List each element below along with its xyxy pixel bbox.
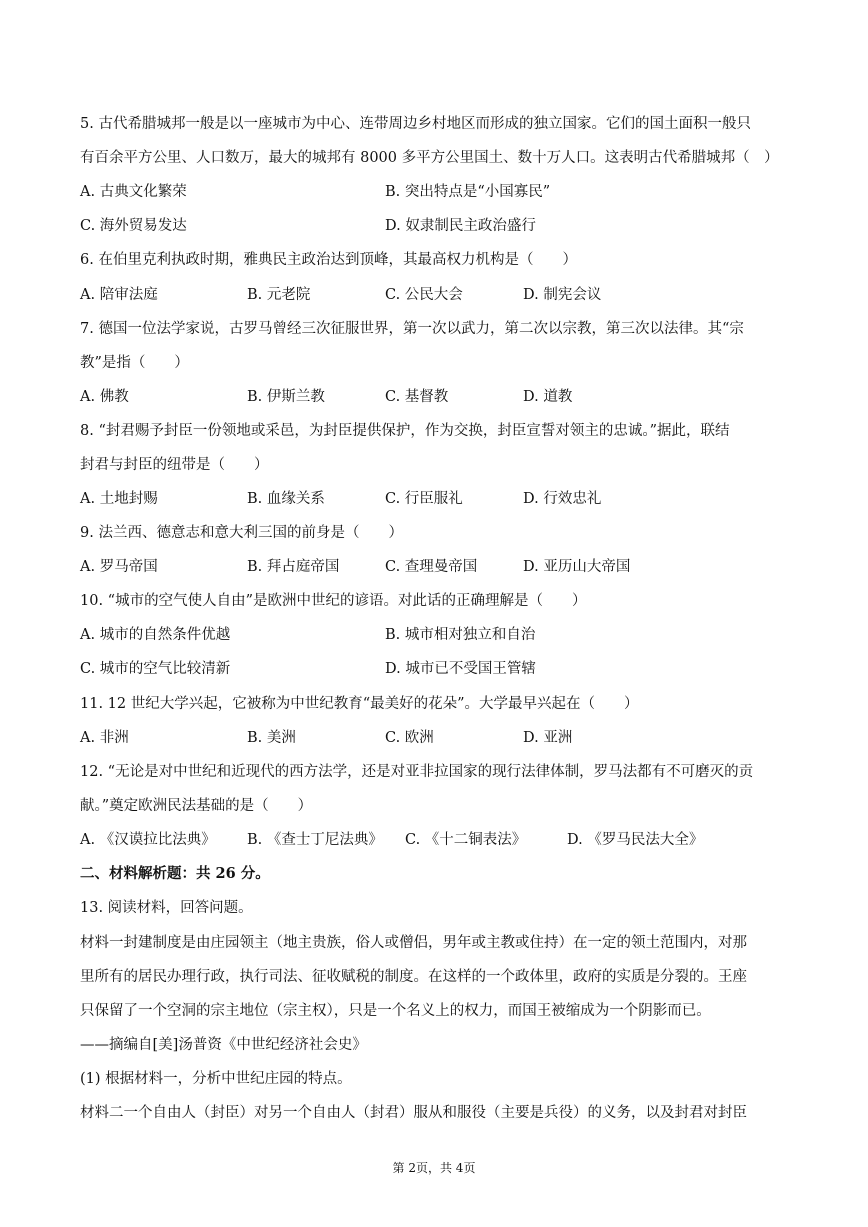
q13-material1-line1: 材料一封建制度是由庄园领主（地主贵族，俗人或僧侣，男年或主教或住持）在一定的领土范围内，对那: [80, 935, 747, 951]
q6-option-b: B. 元老院: [247, 287, 311, 303]
q8-option-b: B. 血缘关系: [247, 491, 325, 507]
q11-option-b: B. 美洲: [247, 730, 296, 746]
q8-option-c: C. 行臣服礼: [385, 491, 463, 507]
q13-material2-line1: 材料二一个自由人（封臣）对另一个自由人（封君）服从和服役（主要是兵役）的义务，以及封君对封臣: [80, 1105, 747, 1121]
page-footer: 第 2页，共 4页: [392, 1161, 476, 1175]
q9-stem: 9. 法兰西、德意志和意大利三国的前身是（ ）: [80, 525, 403, 541]
q9-option-d: D. 亚历山大帝国: [523, 559, 631, 575]
q11-stem: 11. 12 世纪大学兴起，它被称为中世纪教育“最美好的花朵”。大学最早兴起在（ ）: [80, 696, 639, 712]
q7-option-b: B. 伊斯兰教: [247, 389, 325, 405]
q5-option-c: C. 海外贸易发达: [80, 218, 187, 234]
q5-option-a: A. 古典文化繁荣: [80, 184, 187, 200]
q12-option-b: B. 《查士丁尼法典》: [247, 832, 383, 848]
q9-option-c: C. 查理曼帝国: [385, 559, 478, 575]
q8-option-d: D. 行效忠礼: [523, 491, 602, 507]
q5-stem-line2: 有百余平方公里、人口数万，最大的城邦有 8000 多平方公里国土、数十万人口。这表明古代希腊城邦（ ）: [80, 150, 779, 166]
q10-option-a: A. 城市的自然条件优越: [80, 627, 231, 643]
q12-stem-line1: 12. “无论是对中世纪和近现代的西方法学，还是对亚非拉国家的现行法律体制，罗马法都有不可磨灭的贡: [80, 764, 754, 780]
q7-stem-line1: 7. 德国一位法学家说，古罗马曾经三次征服世界，第一次以武力，第二次以宗教，第三次以法律。其“宗: [80, 321, 744, 337]
q10-option-c: C. 城市的空气比较清新: [80, 661, 231, 677]
q8-stem-line1: 8. “封君赐予封臣一份领地或采邑，为封臣提供保护，作为交换，封臣宣誓对领主的忠诚。”据此，联结: [80, 423, 730, 439]
q13-subquestion-1: (1) 根据材料一，分析中世纪庄园的特点。: [80, 1071, 352, 1087]
q11-option-c: C. 欧洲: [385, 730, 434, 746]
q9-option-b: B. 拜占庭帝国: [247, 559, 340, 575]
q11-option-a: A. 非洲: [80, 730, 129, 746]
q7-option-c: C. 基督教: [385, 389, 449, 405]
q5-stem-line1: 5. 古代希腊城邦一般是以一座城市为中心、连带周边乡村地区而形成的独立国家。它们的国土面积一般只: [80, 116, 751, 132]
q6-option-d: D. 制宪会议: [523, 287, 602, 303]
section-heading: 二、材料解析题：共 26 分。: [80, 865, 270, 882]
q5-option-d: D. 奴隶制民主政治盛行: [385, 218, 536, 234]
q13-material1-line3: 只保留了一个空洞的宗主地位（宗主权），只是一个名义上的权力，而国王被缩成为一个阴影而已。: [80, 1003, 711, 1019]
q9-option-a: A. 罗马帝国: [80, 559, 158, 575]
q5-option-b: B. 突出特点是“小国寡民”: [385, 184, 551, 200]
q6-stem: 6. 在伯里克利执政时期，雅典民主政治达到顶峰，其最高权力机构是（ ）: [80, 252, 577, 268]
q12-option-a: A. 《汉谟拉比法典》: [80, 832, 216, 848]
q11-option-d: D. 亚洲: [523, 730, 573, 746]
q8-stem-line2: 封君与封臣的纽带是（ ）: [80, 457, 269, 473]
q10-stem: 10. “城市的空气使人自由”是欧洲中世纪的谚语。对此话的正确理解是（ ）: [80, 593, 587, 609]
q13-material1-line2: 里所有的居民办理行政，执行司法、征收赋税的制度。在这样的一个政体里，政府的实质是分裂的。王座: [80, 969, 747, 985]
q7-stem-line2: 教”是指（ ）: [80, 355, 189, 371]
q10-option-b: B. 城市相对独立和自治: [385, 627, 536, 643]
q10-option-d: D. 城市已不受国王管辖: [385, 661, 536, 677]
q12-option-d: D. 《罗马民法大全》: [567, 832, 704, 848]
q6-option-c: C. 公民大会: [385, 287, 463, 303]
q12-stem-line2: 献。”奠定欧洲民法基础的是（ ）: [80, 798, 313, 814]
q8-option-a: A. 土地封赐: [80, 491, 158, 507]
q12-option-c: C. 《十二铜表法》: [405, 832, 527, 848]
q13-source: ——摘编自[美]汤普资《中世纪经济社会史》: [80, 1037, 367, 1053]
q6-option-a: A. 陪审法庭: [80, 287, 158, 303]
q7-option-a: A. 佛教: [80, 389, 129, 405]
q13-intro: 13. 阅读材料，回答问题。: [80, 900, 253, 916]
q7-option-d: D. 道教: [523, 389, 573, 405]
